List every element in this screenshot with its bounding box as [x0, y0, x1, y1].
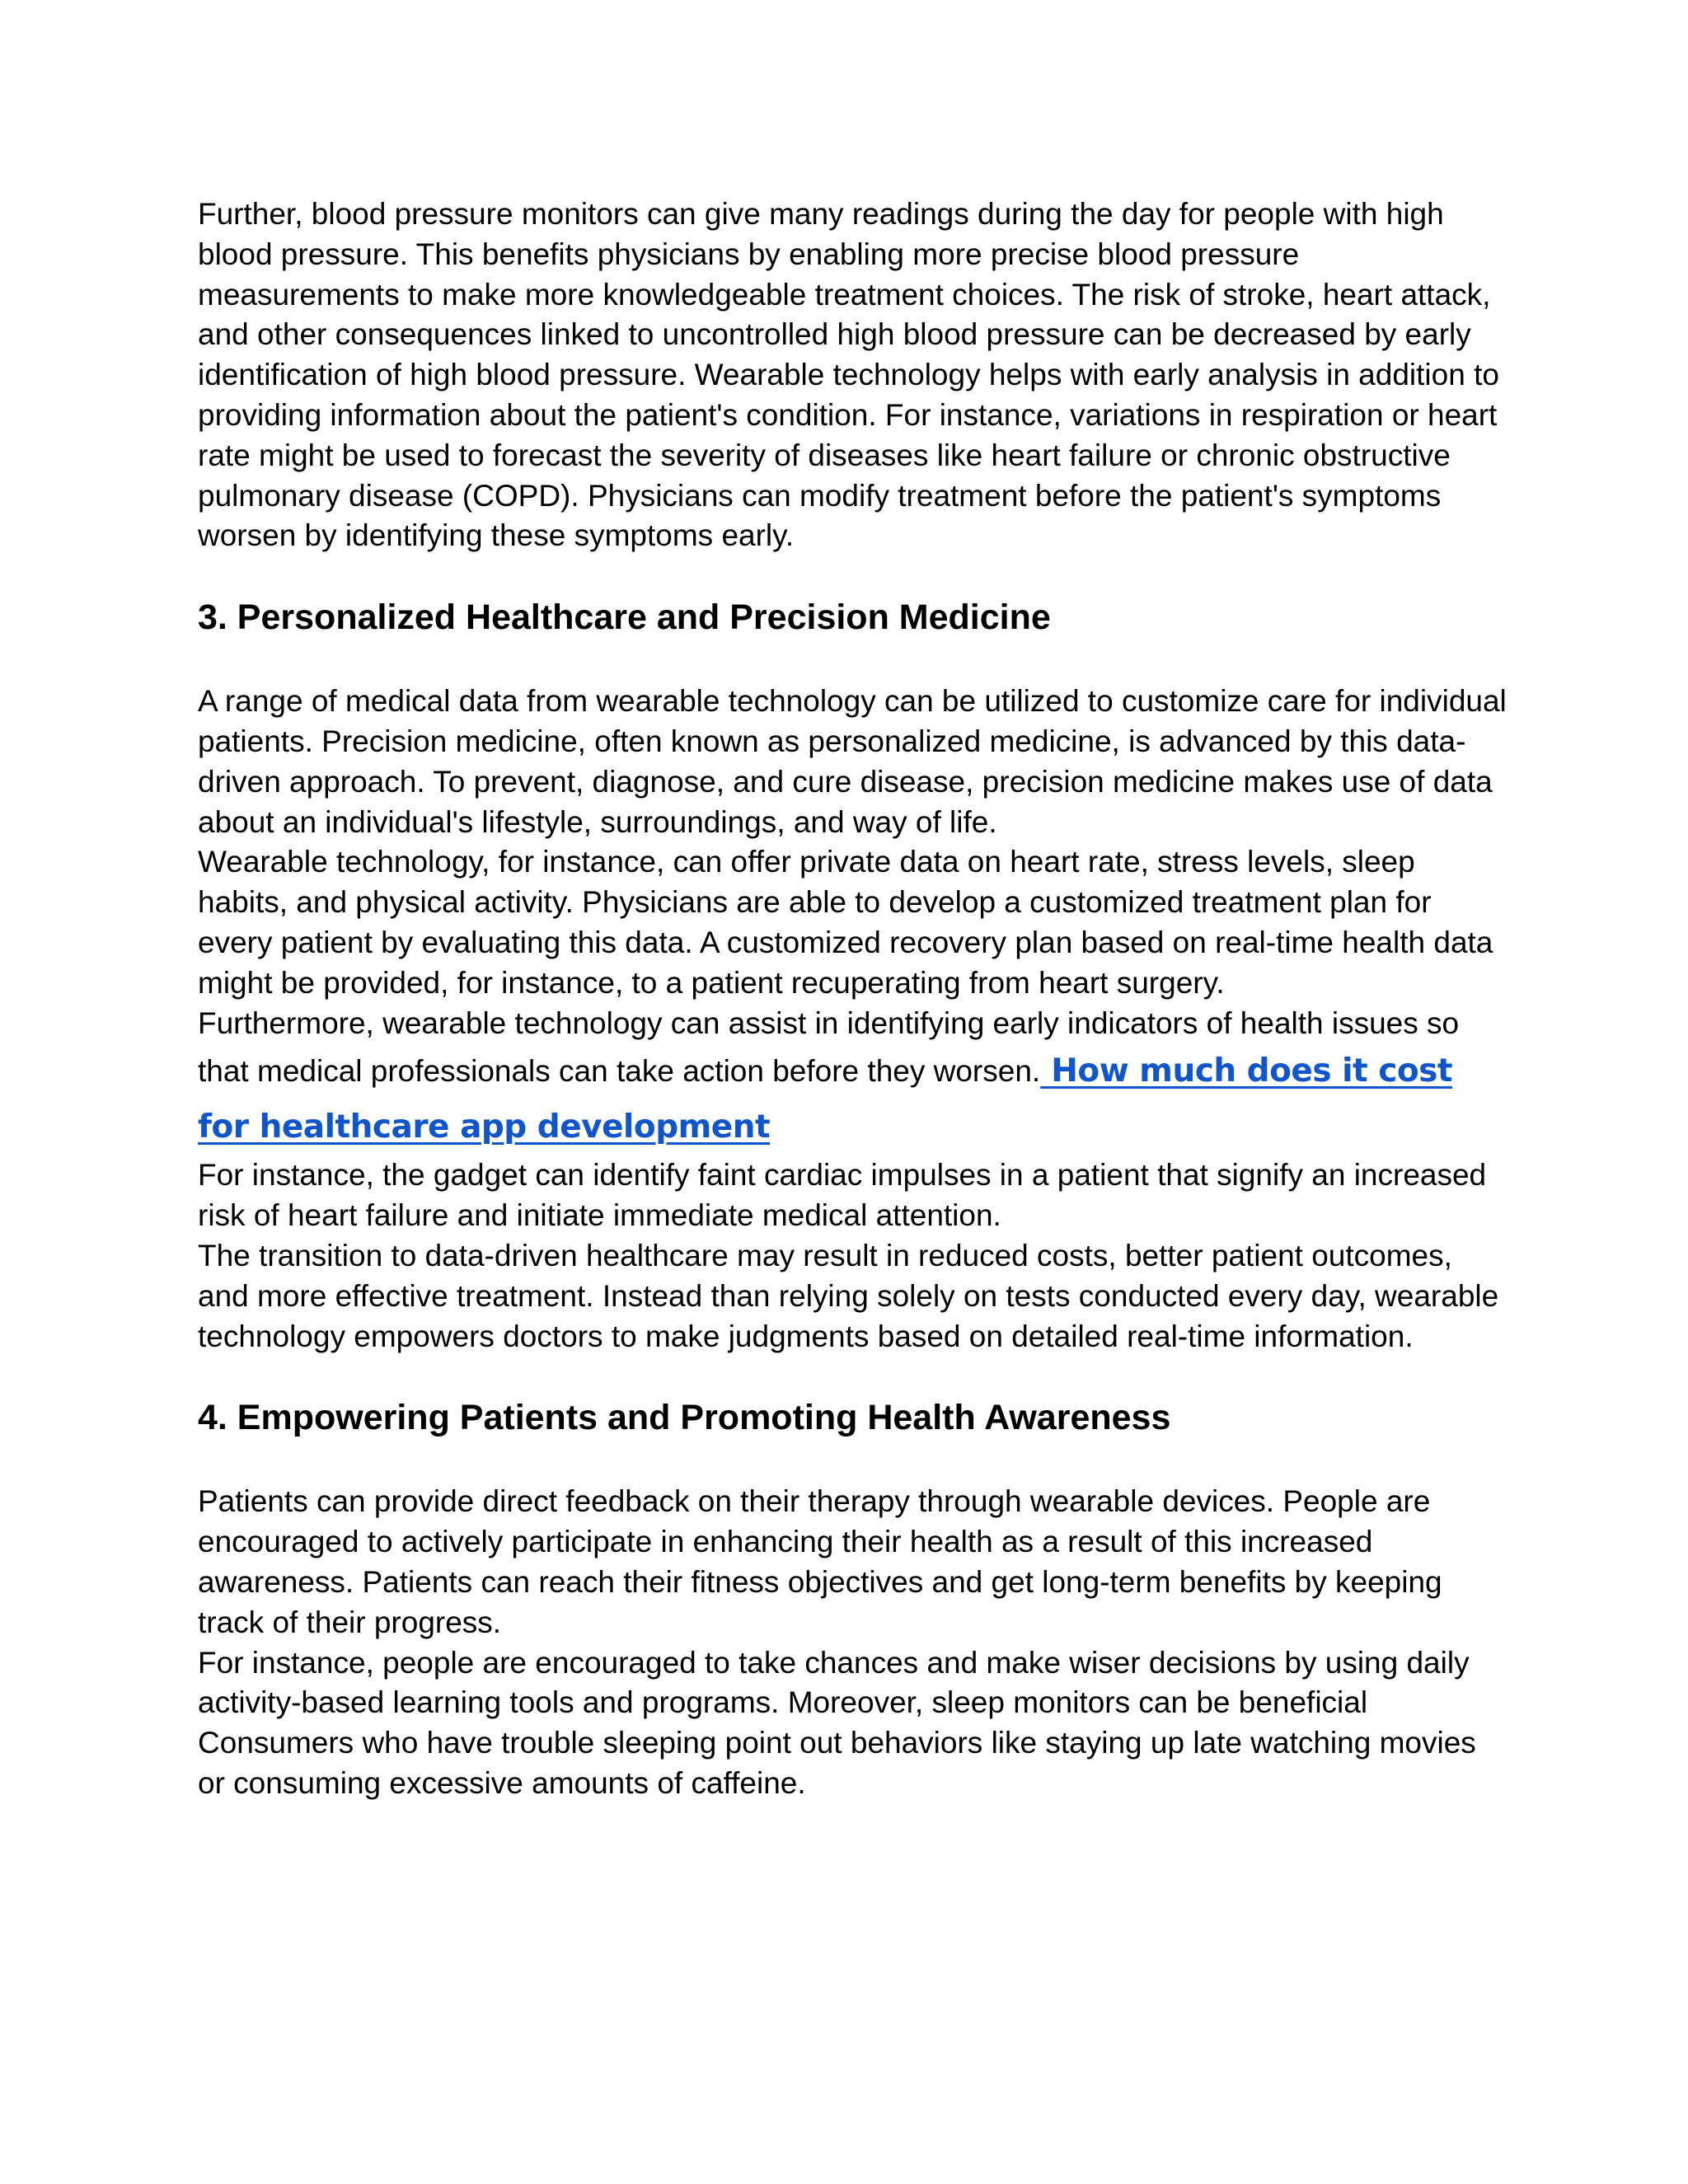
paragraph-wearable-data: Wearable technology, for instance, can offer private data on heart rate, stress levels, sleep habits, and physical activity. Physicians are able to develop a customized treatment plan for every patient by evaluating this data. A customized recovery plan based on real-time health data might be provided, for instance, to a patient recuperating from heart surgery. — [198, 845, 1493, 1000]
paragraph-patient-feedback: Patients can provide direct feedback on their therapy through wearable devices. People are encouraged to actively participate in enhancing their health as a result of this increased awareness. Patients can reach their fitness objectives and get long-term benefits by keeping track of their progress. — [198, 1484, 1442, 1639]
paragraph-data-driven-transition: The transition to data-driven healthcare may result in reduced costs, better patient outcomes, and more effective treatment. Instead than relying solely on tests conducted every day, wearable technology empowers doctors to make judgments based on detailed real-time information. — [198, 1238, 1499, 1353]
healthcare-app-cost-link[interactable]: How much does it cost for healthcare app development — [198, 1052, 1452, 1146]
paragraph-sleep-monitors: For instance, people are encouraged to take chances and make wiser decisions by using daily activity-based learning tools and programs. Moreover, sleep monitors can be beneficial Consumers who have trouble sleeping point out behaviors like staying up late watching movies or consuming excessive amounts of caffeine. — [198, 1645, 1476, 1800]
paragraph-early-indicators — [198, 1004, 1508, 1156]
paragraph-precision-medicine: A range of medical data from wearable technology can be utilized to customize care for individual patients. Precision medicine, often known as personalized medicine, is advanced by this data-driven approach. To prevent, diagnose, and cure disease, precision medicine makes use of data about an individual's lifestyle, surroundings, and way of life. — [198, 684, 1507, 839]
section-heading-personalized-healthcare: 3. Personalized Healthcare and Precision Medicine — [198, 598, 1051, 638]
section-heading-empowering-patients: 4. Empowering Patients and Promoting Health Awareness — [198, 1398, 1171, 1438]
early-indicators-text: Furthermore, wearable technology can assist in identifying early indicators of health issues so that medical professionals can take action before they worsen. — [198, 1005, 1460, 1089]
paragraph-cardiac-impulses: For instance, the gadget can identify faint cardiac impulses in a patient that signify an increased risk of heart failure and initiate immediate medical attention. — [198, 1158, 1487, 1233]
paragraph-blood-pressure: Further, blood pressure monitors can give many readings during the day for people with high blood pressure. This benefits physicians by enabling more precise blood pressure measurements to make more knowledgeable treatment choices. The risk of stroke, heart attack, and other consequences linked to uncontrolled high blood pressure can be decreased by early identification of high blood pressure. Wearable technology helps with early analysis in addition to providing information about the patient's condition. For instance, variations in respiration or heart rate might be used to forecast the severity of diseases like heart failure or chronic obstructive pulmonary disease (COPD). Physicians can modify treatment before the patient's symptoms worsen by identifying these symptoms early. — [198, 197, 1499, 553]
document-page — [198, 194, 1508, 1804]
